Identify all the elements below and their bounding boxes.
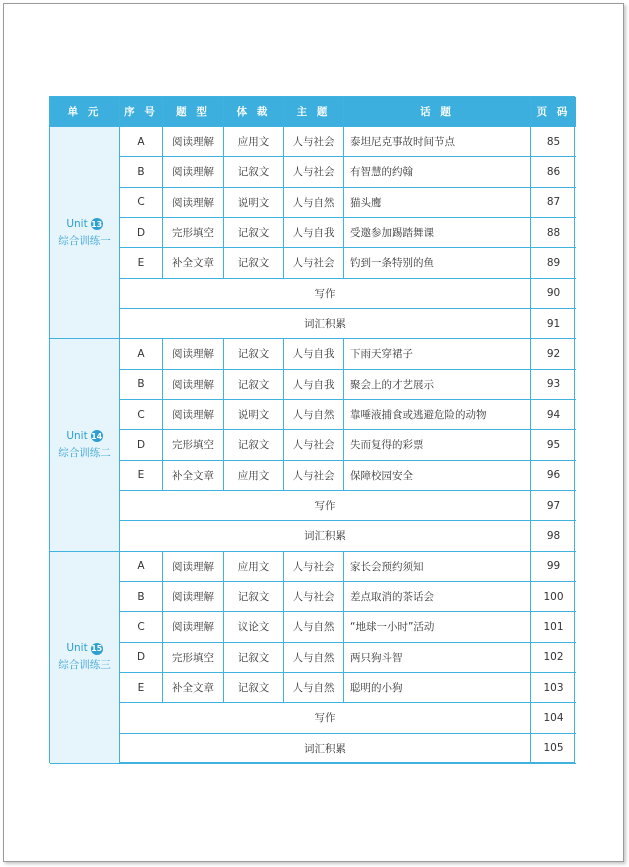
seq-cell: A: [120, 552, 163, 582]
theme-cell: 人与社会: [284, 157, 344, 187]
unit-number-badge: 13: [91, 219, 103, 229]
type-cell: 完形填空: [163, 430, 224, 460]
unit-name: 综合训练一: [58, 234, 111, 247]
genre-cell: 记叙文: [224, 218, 284, 248]
header-type: 题 型: [163, 97, 224, 127]
unit-number-line: [66, 428, 102, 445]
page-cell: 101: [531, 612, 576, 642]
page-cell: 102: [531, 643, 576, 673]
page-cell: 85: [531, 127, 576, 157]
theme-cell: 人与自然: [284, 188, 344, 218]
seq-cell: A: [120, 339, 163, 369]
unit-number-badge: 14: [91, 431, 103, 441]
page-cell: 93: [531, 370, 576, 400]
writing-row-label[interactable]: 写作: [120, 279, 531, 309]
page-cell: 92: [531, 339, 576, 369]
unit-word: Unit: [66, 642, 88, 655]
theme-cell: 人与社会: [284, 430, 344, 460]
type-cell: 阅读理解: [163, 582, 224, 612]
genre-cell: 记叙文: [224, 157, 284, 187]
topic-cell[interactable]: 家长会预约须知: [344, 552, 531, 582]
topic-cell[interactable]: “地球一小时”活动: [344, 612, 531, 642]
genre-cell: 记叙文: [224, 339, 284, 369]
header-topic: 话 题: [344, 97, 531, 127]
seq-cell: B: [120, 157, 163, 187]
topic-cell[interactable]: 猫头鹰: [344, 188, 531, 218]
seq-cell: E: [120, 248, 163, 278]
type-cell: 阅读理解: [163, 188, 224, 218]
genre-cell: 记叙文: [224, 582, 284, 612]
type-cell: 阅读理解: [163, 552, 224, 582]
genre-cell: 说明文: [224, 400, 284, 430]
type-cell: 阅读理解: [163, 157, 224, 187]
unit-name: 综合训练三: [58, 659, 111, 672]
seq-cell: B: [120, 582, 163, 612]
theme-cell: 人与自然: [284, 400, 344, 430]
unit-label: [50, 127, 120, 339]
page-cell: 89: [531, 248, 576, 278]
theme-cell: 人与自然: [284, 612, 344, 642]
genre-cell: 应用文: [224, 127, 284, 157]
genre-cell: 记叙文: [224, 430, 284, 460]
theme-cell: 人与自我: [284, 370, 344, 400]
type-cell: 阅读理解: [163, 612, 224, 642]
unit-label: [50, 552, 120, 764]
type-cell: 补全文章: [163, 673, 224, 703]
theme-cell: 人与自然: [284, 673, 344, 703]
page-cell: 94: [531, 400, 576, 430]
header-genre: 体 裁: [224, 97, 284, 127]
writing-page-cell: 104: [531, 703, 576, 733]
genre-cell: 记叙文: [224, 370, 284, 400]
writing-page-cell: 90: [531, 279, 576, 309]
theme-cell: 人与社会: [284, 582, 344, 612]
topic-cell[interactable]: 靠唾液捕食或逃避危险的动物: [344, 400, 531, 430]
seq-cell: C: [120, 400, 163, 430]
genre-cell: 记叙文: [224, 248, 284, 278]
contents-table: [49, 96, 575, 763]
header-page: 页 码: [531, 97, 576, 127]
seq-cell: B: [120, 370, 163, 400]
genre-cell: 记叙文: [224, 673, 284, 703]
seq-cell: E: [120, 673, 163, 703]
type-cell: 完形填空: [163, 218, 224, 248]
writing-row-label[interactable]: 写作: [120, 491, 531, 521]
vocab-row-label[interactable]: 词汇积累: [120, 521, 531, 551]
theme-cell: 人与自我: [284, 218, 344, 248]
topic-cell[interactable]: 两只狗斗智: [344, 643, 531, 673]
genre-cell: 议论文: [224, 612, 284, 642]
theme-cell: 人与社会: [284, 552, 344, 582]
seq-cell: A: [120, 127, 163, 157]
unit-label: [50, 339, 120, 551]
vocab-page-cell: 98: [531, 521, 576, 551]
seq-cell: D: [120, 218, 163, 248]
page-cell: 87: [531, 188, 576, 218]
type-cell: 补全文章: [163, 461, 224, 491]
vocab-row-label[interactable]: 词汇积累: [120, 309, 531, 339]
seq-cell: C: [120, 188, 163, 218]
theme-cell: 人与社会: [284, 248, 344, 278]
seq-cell: C: [120, 612, 163, 642]
topic-cell[interactable]: 差点取消的茶话会: [344, 582, 531, 612]
seq-cell: D: [120, 430, 163, 460]
genre-cell: 说明文: [224, 188, 284, 218]
page-cell: 86: [531, 157, 576, 187]
unit-number-badge: 15: [91, 644, 103, 654]
vocab-page-cell: 91: [531, 309, 576, 339]
type-cell: 补全文章: [163, 248, 224, 278]
theme-cell: 人与社会: [284, 461, 344, 491]
type-cell: 阅读理解: [163, 370, 224, 400]
page-cell: 88: [531, 218, 576, 248]
vocab-page-cell: 105: [531, 734, 576, 764]
theme-cell: 人与社会: [284, 127, 344, 157]
unit-number-line: [66, 640, 102, 657]
unit-number-line: [66, 216, 102, 233]
writing-row-label[interactable]: 写作: [120, 703, 531, 733]
topic-cell[interactable]: 受邀参加踢踏舞课: [344, 218, 531, 248]
topic-cell[interactable]: 保障校园安全: [344, 461, 531, 491]
vocab-row-label[interactable]: 词汇积累: [120, 734, 531, 764]
topic-cell[interactable]: 下雨天穿裙子: [344, 339, 531, 369]
topic-cell[interactable]: 钓到一条特别的鱼: [344, 248, 531, 278]
genre-cell: 应用文: [224, 461, 284, 491]
topic-cell[interactable]: 有智慧的约翰: [344, 157, 531, 187]
topic-cell[interactable]: 聚会上的才艺展示: [344, 370, 531, 400]
header-theme: 主 题: [284, 97, 344, 127]
seq-cell: D: [120, 643, 163, 673]
topic-cell[interactable]: 泰坦尼克事故时间节点: [344, 127, 531, 157]
theme-cell: 人与自我: [284, 339, 344, 369]
page-cell: 100: [531, 582, 576, 612]
header-unit: 单 元: [50, 97, 120, 127]
type-cell: 阅读理解: [163, 400, 224, 430]
topic-cell[interactable]: 失而复得的彩票: [344, 430, 531, 460]
page-cell: 99: [531, 552, 576, 582]
page-cell: 96: [531, 461, 576, 491]
type-cell: 阅读理解: [163, 339, 224, 369]
type-cell: 阅读理解: [163, 127, 224, 157]
page-cell: 103: [531, 673, 576, 703]
page-cell: 95: [531, 430, 576, 460]
type-cell: 完形填空: [163, 643, 224, 673]
unit-name: 综合训练二: [58, 446, 111, 459]
seq-cell: E: [120, 461, 163, 491]
unit-word: Unit: [66, 429, 88, 442]
topic-cell[interactable]: 聪明的小狗: [344, 673, 531, 703]
writing-page-cell: 97: [531, 491, 576, 521]
theme-cell: 人与自然: [284, 643, 344, 673]
unit-word: Unit: [66, 217, 88, 230]
genre-cell: 记叙文: [224, 643, 284, 673]
header-seq: 序 号: [120, 97, 163, 127]
genre-cell: 应用文: [224, 552, 284, 582]
